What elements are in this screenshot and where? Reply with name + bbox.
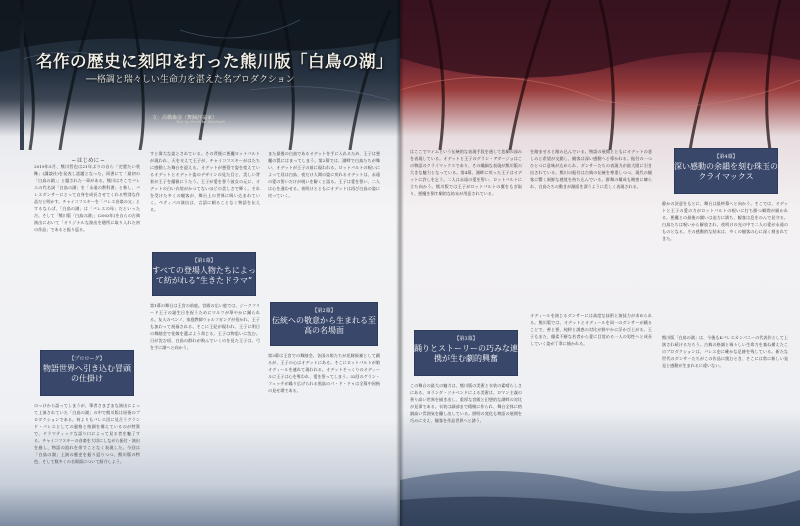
article-subtitle: ──格調と瑞々しい生命力を湛えた名プロダクション	[86, 75, 295, 85]
body-column-5: を踏ませると踏み込んでいる。物語の展開とともにオデットの悲しみと希望が交錯し、観客は深い感動へと導かれる。振付の一つひとつに意味が込められ、ダンサーたちの表現力が最大限に引き出されている。熊川の振付は古典の伝統を尊重しつつ、現代の観客に響く新鮮な感覚を持ち込んでいる。群舞の構成も緻密に練られ、白鳥たちの動きが湖面を漂うように美しく表現される。	[530, 149, 652, 190]
act2-heading-box	[270, 302, 378, 346]
prologue-tag: 【プロローグ】	[69, 356, 105, 362]
body-column-1: 2019年5月、熊川哲也は21年ぶりの自ら「完璧たい装飾」(講談社)を発表し話題となった。同書にて「最初の「白鳥の湖」」と題された一章がある。熊川はそこでバレエの代名詞「白鳥の湖」を「永遠の教科書」と称し、バレエダンサーにとって自身を成長させてくれる特別な作品だと明かす。チャイコフスキーを「バレエ音楽の父」とするならば、「白鳥の湖」は「バレエの母」だといっただ。そして「熊川版「白鳥の湖」」(2003年)を自らの古典演出において「オリジナルな演出を随所に取り入れた初の作品」であると振り返る。	[34, 164, 140, 233]
body-column-1b: のっけから語ってしまうが、筆者さまざまな演出によって上演されていた「白鳥の湖」の中で熊川版は屈指のプロダクションである。何よりもバレエ団に見合うグランド・バレエとしての風格と格調を備えているのが特質で、ドラマティックな語り口によって見る者を魅了する。チャイコフスキーの音楽を大切にしながら振付・演出を施し、物語の流れを余すことなく表現した。今回は「白鳥の湖」上演の歴史を振り返りつつ、熊川版の特色、そして数多くの名場面について紹介しよう。	[34, 403, 140, 465]
body-column-4b: この舞台の最大の魅力は、熊川版の美術と衣装の素晴らしさにある。ヨランダ・ソナベンドによる美術は、ロマン主義の香り高い世界を描き出し、重厚な宮殿と幻想的な湖畔の対比が見事である。衣装は細部まで精緻に作られ、舞台全体に格調高い雰囲気を醸し出している。照明の変化も物語の展開を巧みに支え、観客を作品世界へと誘う。	[410, 383, 522, 424]
pillar-ornament	[20, 0, 24, 150]
act1-tag: 【第1幕】	[192, 258, 216, 264]
act1-heading-box	[152, 252, 256, 296]
red-forest-illustration	[400, 0, 800, 150]
act3-heading-box	[414, 330, 518, 376]
body-column-2b: 第1幕の舞台は王宮の前庭。宮殿の広い庭では、ジークフリード王子の誕生日を祝うためにワルツが華やかに踊られる。友人のベンノ、家庭教師ウォルフガングが招かれ、王子も加わって祝福される。そこに王妃が現われ、王子に明日の舞踏会で花嫁を選ぶよう命じる。王子は物思いに沈む。日が沈む頃、白鳥の群れが飛んでいくのを見た王子は、弓を手に湖へと向かう。	[150, 303, 260, 351]
body-column-6b: 熊川版「白鳥の湖」は、今後もKバレエカンパニーの代表作として上演され続けるだろう。古典の格調と瑞々しい生命力を兼ね備えたこのプロダクションは、バレエ史に確かな足跡を残している。新たな世代のダンサーたちがこの作品に挑むとき、そこには常に新しい発見と感動が生まれるに違いない。	[662, 335, 788, 369]
lake-illustration	[400, 440, 800, 526]
right-page	[400, 0, 800, 526]
body-column-4: はここでマイムという伝統的な表現手段を通して悲劇の深みを表現している。オデットと王子のグラン・アダージョはこの物語のクライマックスであり、その繊細な表現が熊川版の大きな魅力となっている。第4幕、湖畔に戻った王子はオデットに許しを乞う。二人は永遠の愛を誓い、ロットバルトに立ち向かう。熊川版では王子がロットバルトの翼をもぎ取り、悪魔を倒す劇的な結末が用意されている。	[410, 149, 522, 197]
body-column-2: すと偉大な姿とされている。その背後に悪魔ロットバルトが現われ、天を支えて王子が、チャイコフスキーがはたちに感動した舞台を迎える。オデットが悪役で姿を変えているオデットとオデット姿のデザインの見た目と、美しい背景が王子を優雅にうたう。王子が愛を誓う彼女の元に、オデットの白い衣装がかつてないほどの美しさで輝く。それを受けた多くの観客が、舞台上の世界に吸い込まれていく。ペティパの演出は、言語に頼ることなく物語を伝える。	[150, 151, 260, 213]
act4-heading: 深い感動の余韻を刻む珠玉のクライマックス	[674, 162, 778, 181]
act2-tag: 【第2幕】	[312, 308, 336, 314]
byline: 文：高橋森彦（舞踊評論家）	[152, 115, 218, 121]
byline-en: Text by Morihiko Takahashi	[176, 120, 226, 124]
binding-gutter	[396, 0, 404, 526]
act4-tag: 【第4幕】	[714, 154, 738, 160]
act3-tag: 【第3幕】	[454, 336, 478, 342]
prologue-heading-box	[40, 350, 134, 396]
act3-heading: 踊りとストーリーの巧みな連携が生む劇的興奮	[414, 344, 518, 363]
body-column-6: 静かの決意をもとに、舞台は最終幕へと向かう。そこでは、オデットと王子の愛の力がロットバルトの呪いに打ち勝つ瞬間が描かれる。悪魔との最後の闘いは迫力に満ち、観客は息をのんで見守る。白鳥たちは呪いから解放され、夜明けの光の中で二人の愛が永遠のものとなる。その感動的な結末は、多くの観客の心に深く刻まれてきた。	[662, 201, 788, 242]
body-column-5b: オディールを演じるダンサーには高度な技術と演技力が求められる。熊川版では、オデットとオディールを同一のダンサーが踊ることで、善と悪、純粋と誘惑の対比が鮮やかに浮かび上がる。王子もまた、優柔不断な若者から愛に目覚める一人の男性へと成長していく姿が丁寧に描かれる。	[530, 313, 652, 347]
body-column-3: また最後の白鳥であるオデットを手に入れるため、王子は悪魔の罠にはまってしまう。第2幕では、湖畔で白鳥たちが舞い、オデットが王子の前に現われる。ロットバルトの呪いによって昼は白鳥、夜だけ人間の姿に戻れるオデットは、永遠の愛の誓いだけが呪いを解くと語る。王子は愛を誓い、二人は心を通わせる。夜明けとともにオデットは再び白鳥の姿に戻っていく。	[268, 151, 380, 199]
act1-heading: すべての登場人物たちによって紡がれる“生きたドラマ”	[152, 266, 256, 285]
article-title: 名作の歴史に刻印を打った熊川版「白鳥の湖」	[36, 52, 393, 71]
prologue-heading: 物語世界へ引き込む冒頭の仕掛け	[43, 364, 131, 383]
body-column-3b: 第3幕は王宮での舞踏会。各国の姫たちが花嫁候補として踊るが、王子の心はオデットにある。そこにロットバルトが娘オディールを連れて現われる。オデットそっくりのオディールに王子は心を奪われ、愛を誓ってしまう。32回のグラン・フェッテが繰り広げられる黒鳥のパ・ド・ドゥは全幕中屈指の見せ場である。	[268, 353, 380, 394]
intro-label: ─ はじめに ─	[72, 158, 105, 164]
act2-heading: 伝統への敬意から生まれる至高の名場面	[272, 316, 376, 335]
act4-heading-box	[674, 148, 778, 194]
